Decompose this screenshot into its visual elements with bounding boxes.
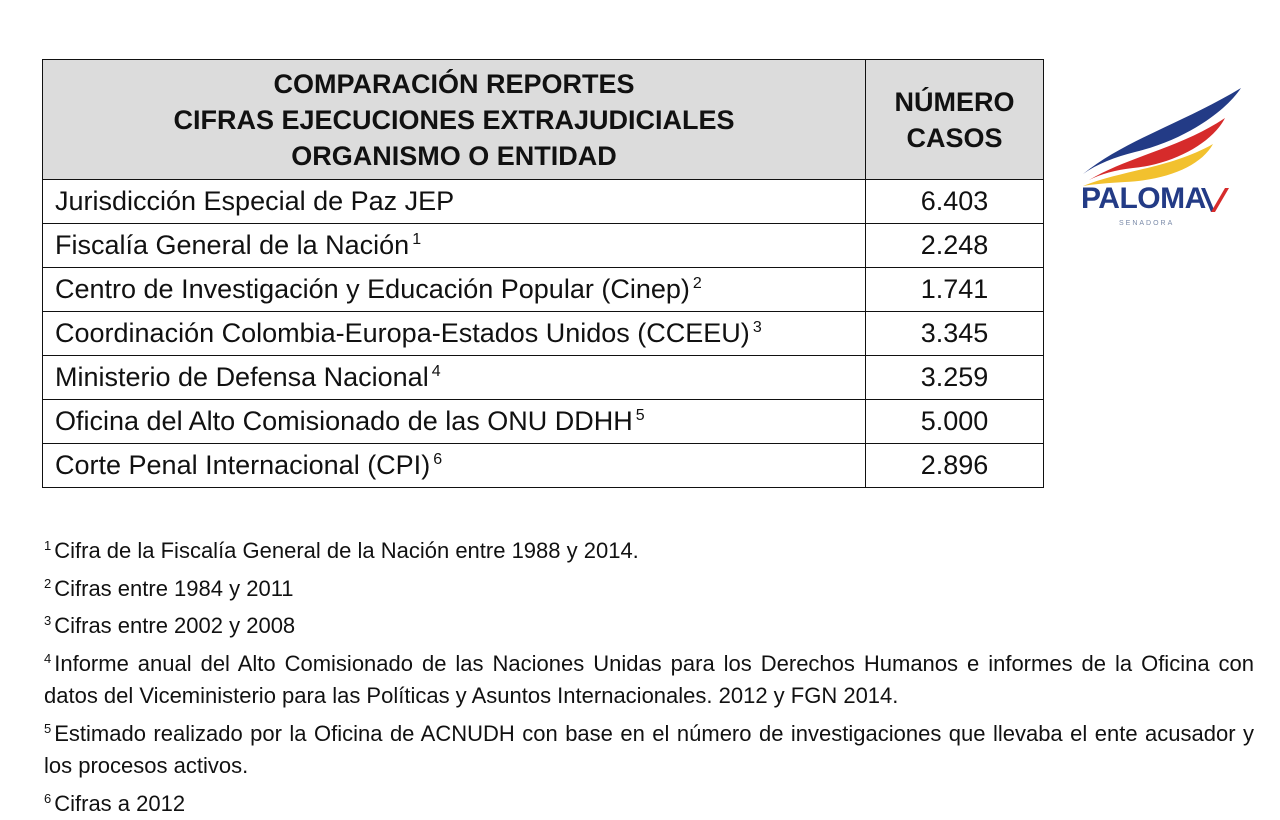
entity-header-line: ORGANISMO O ENTIDAD <box>43 138 865 174</box>
entity-cell <box>43 224 866 268</box>
cases-cell: 5.000 <box>866 400 1044 444</box>
cases-header-line: NÚMERO <box>866 84 1043 120</box>
entity-name: Coordinación Colombia-Europa-Estados Unidos (CCEEU) <box>55 318 750 348</box>
entity-cell <box>43 444 866 488</box>
logo-wordmark: PALOMA <box>1081 182 1206 216</box>
footnote-text: Informe anual del Alto Comisionado de las Naciones Unidas para los Derechos Humanos e informes de la Oficina con datos del Viceministerio para las Políticas y Asuntos Internacionales. 2012 y FGN 2014. <box>44 651 1254 709</box>
footnote-text: Cifras entre 2002 y 2008 <box>54 613 295 638</box>
footnote-marker: 5 <box>636 407 645 424</box>
table-row <box>43 356 1044 400</box>
table-row <box>43 224 1044 268</box>
entity-name: Jurisdicción Especial de Paz JEP <box>55 186 454 216</box>
dove-wings-icon <box>1075 82 1245 192</box>
cases-cell: 3.259 <box>866 356 1044 400</box>
cases-cell: 2.896 <box>866 444 1044 488</box>
footnote-number: 4 <box>44 651 51 666</box>
footnote-item <box>44 530 1254 568</box>
footnote-item <box>44 713 1254 783</box>
footnote-text: Cifra de la Fiscalía General de la Nación entre 1988 y 2014. <box>54 538 639 563</box>
footnote-marker: 3 <box>753 319 762 336</box>
entity-name: Fiscalía General de la Nación <box>55 230 409 260</box>
table-row <box>43 268 1044 312</box>
comparison-table <box>42 59 1044 488</box>
entity-header-line: CIFRAS EJECUCIONES EXTRAJUDICIALES <box>43 102 865 138</box>
footnotes <box>44 530 1254 820</box>
entity-name: Oficina del Alto Comisionado de las ONU DDHH <box>55 406 633 436</box>
footnote-text: Cifras entre 1984 y 2011 <box>54 576 293 601</box>
logo-subtitle: SENADORA <box>1119 220 1174 227</box>
footnote-item <box>44 643 1254 713</box>
cases-header-line: CASOS <box>866 120 1043 156</box>
paloma-logo <box>1075 82 1245 242</box>
cases-cell: 2.248 <box>866 224 1044 268</box>
cases-cell: 1.741 <box>866 268 1044 312</box>
entity-cell <box>43 312 866 356</box>
footnote-number: 1 <box>44 538 51 553</box>
table-row <box>43 312 1044 356</box>
footnote-marker: 2 <box>693 275 702 292</box>
footnote-number: 3 <box>44 613 51 628</box>
footnote-marker: 1 <box>412 231 421 248</box>
table-row <box>43 400 1044 444</box>
table-row <box>43 444 1044 488</box>
entity-name: Centro de Investigación y Educación Popular (Cinep) <box>55 274 690 304</box>
footnote-marker: 4 <box>432 363 441 380</box>
entity-name: Ministerio de Defensa Nacional <box>55 362 429 392</box>
cases-cell: 6.403 <box>866 180 1044 224</box>
entity-cell <box>43 356 866 400</box>
cases-cell: 3.345 <box>866 312 1044 356</box>
footnote-item <box>44 605 1254 643</box>
footnote-number: 6 <box>44 791 51 806</box>
comparison-table-container <box>42 59 1043 488</box>
entity-column-header <box>43 60 866 180</box>
entity-cell <box>43 180 866 224</box>
footnote-number: 2 <box>44 576 51 591</box>
footnote-text: Cifras a 2012 <box>54 791 185 816</box>
footnote-marker: 6 <box>433 451 442 468</box>
footnote-item <box>44 568 1254 606</box>
logo-v-mark-icon <box>1199 186 1239 216</box>
entity-header-line: COMPARACIÓN REPORTES <box>43 66 865 102</box>
table-row <box>43 180 1044 224</box>
cases-column-header <box>866 60 1044 180</box>
table-header-row <box>43 60 1044 180</box>
footnote-item <box>44 783 1254 820</box>
entity-cell <box>43 400 866 444</box>
footnote-text: Estimado realizado por la Oficina de ACNUDH con base en el número de investigaciones que llevaba el ente acusador y los procesos activos. <box>44 721 1254 779</box>
entity-cell <box>43 268 866 312</box>
entity-name: Corte Penal Internacional (CPI) <box>55 450 430 480</box>
footnote-number: 5 <box>44 721 51 736</box>
